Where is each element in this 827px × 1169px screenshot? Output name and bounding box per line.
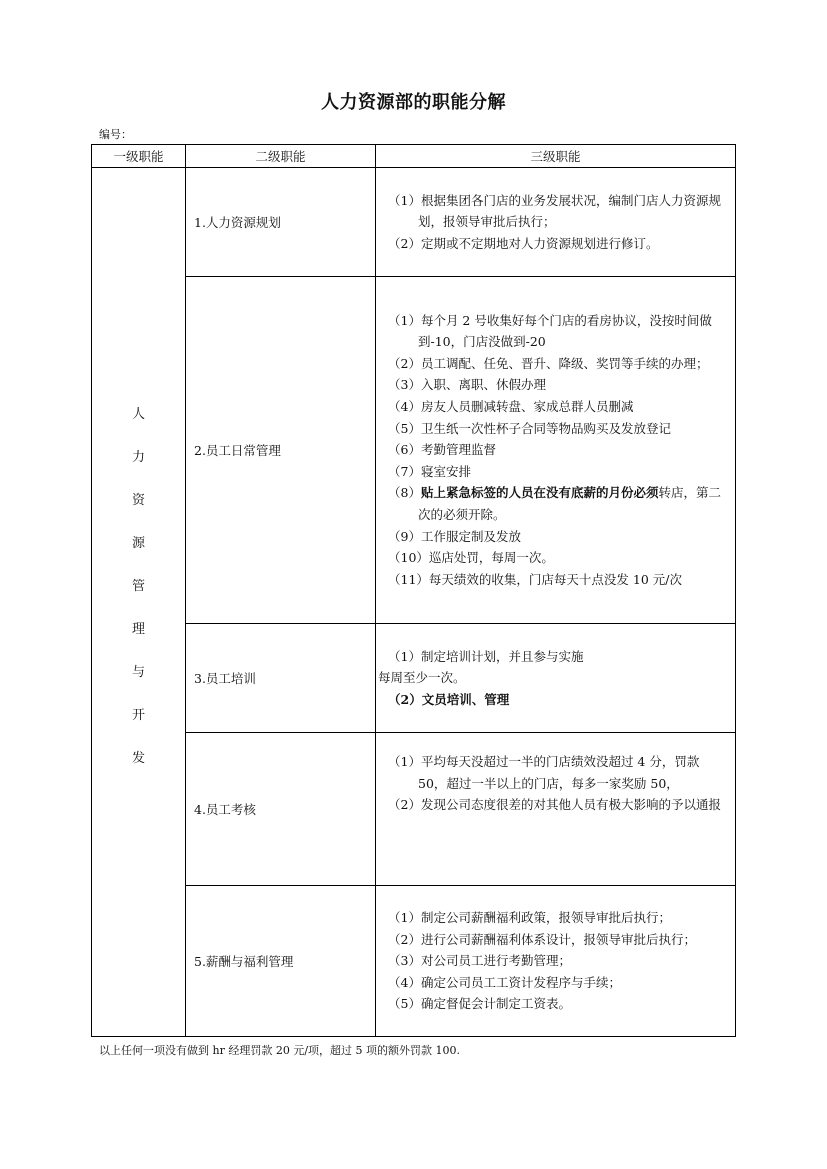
- table-row: [92, 624, 736, 733]
- level1-char: 源: [131, 535, 145, 551]
- list-item: （2）员工调配、任免、晋升、降级、奖罚等手续的办理；: [388, 355, 709, 371]
- page-title: 人力资源部的职能分解: [321, 92, 506, 113]
- list-item: （4）房友人员删减转盘、家成总群人员删减: [388, 399, 634, 415]
- list-item: （5）卫生纸一次性杯子合同等物品购买及发放登记: [388, 420, 671, 436]
- list-note: 每周至少一次。: [378, 670, 466, 686]
- list-item: （2）进行公司薪酬福利体系设计，报领导审批后执行；: [388, 931, 696, 947]
- list-item: （10）巡店处罚，每周一次。: [388, 550, 554, 566]
- item-prefix: （8）: [388, 485, 421, 501]
- level2-cell: 2.员工日常管理: [186, 277, 376, 624]
- emphasis-text: 贴上紧急标签的人员在没有底薪的月份必须: [420, 485, 659, 501]
- list-item: （1）制定培训计划，并且参与实施: [388, 648, 584, 664]
- level1-char: 开: [131, 707, 145, 723]
- list-item: （1）平均每天没超过一半的门店绩效没超过 4 分，罚款 50，超过一半以上的门店，每多一家奖励 50，: [388, 754, 700, 791]
- level3-cell: [376, 886, 736, 1037]
- level3-cell: [376, 277, 736, 624]
- header-level3: 三级职能: [376, 145, 736, 168]
- level1-char: 管: [131, 578, 145, 594]
- level3-cell: [376, 733, 736, 886]
- footer-note: 以上任何一项没有做到 hr 经理罚款 20 元/项，超过 5 项的额外罚款 100.: [99, 1044, 461, 1057]
- list-item: （3）对公司员工进行考勤管理；: [388, 953, 571, 969]
- list-item: （7）寝室安排: [388, 463, 471, 479]
- list-item: （6）考勤管理监督: [388, 442, 496, 458]
- level1-char: 理: [131, 621, 145, 637]
- table-row: [92, 733, 736, 886]
- table-row: [92, 277, 736, 624]
- list-item: （9）工作服定制及发放: [388, 528, 521, 544]
- list-item: （4）确定公司员工工资计发程序与手续；: [388, 974, 621, 990]
- level1-char: 力: [131, 449, 145, 465]
- level2-cell: 4.员工考核: [186, 733, 376, 886]
- list-item: （1）根据集团各门店的业务发展状况，编制门店人力资源规划，报领导审批后执行；: [388, 192, 721, 230]
- level2-cell: 1.人力资源规划: [186, 168, 376, 277]
- header-level1: 一级职能: [92, 145, 186, 168]
- level1-cell: [92, 168, 186, 1037]
- level2-cell: 5.薪酬与福利管理: [186, 886, 376, 1037]
- functions-table: [91, 144, 736, 1037]
- level1-char: 人: [131, 406, 145, 422]
- list-item: （11）每天绩效的收集，门店每天十点没发 10 元/次: [388, 571, 682, 587]
- list-item: （1）制定公司薪酬福利政策，报领导审批后执行；: [388, 910, 671, 926]
- list-item: （1）每个月 2 号收集好每个门店的看房协议，没按时间做到-10，门店没做到-20: [388, 312, 712, 350]
- list-item: [388, 482, 729, 525]
- list-item: （2）发现公司态度很差的对其他人员有极大影响的予以通报: [388, 797, 721, 813]
- list-item: （3）入职、离职、休假办理: [388, 377, 546, 393]
- list-item: （2）定期或不定期地对人力资源规划进行修订。: [388, 235, 659, 251]
- header-row: [92, 145, 736, 168]
- serial-number-label: 编号：: [99, 128, 132, 141]
- emphasis-text: （2）文员培训、管理: [388, 691, 510, 707]
- level1-char: 发: [131, 750, 145, 766]
- level3-cell: [376, 168, 736, 277]
- level1-char: 与: [131, 664, 145, 680]
- item-rest: 转店，第二次的必须开除。: [418, 485, 721, 522]
- table-row: [92, 168, 736, 277]
- header-level2: 二级职能: [186, 145, 376, 168]
- level2-cell: 3.员工培训: [186, 624, 376, 733]
- table-row: [92, 886, 736, 1037]
- list-item: （5）确定督促会计制定工资表。: [388, 996, 571, 1012]
- level3-cell: [376, 624, 736, 733]
- list-item: [388, 689, 729, 711]
- level1-char: 资: [131, 492, 145, 508]
